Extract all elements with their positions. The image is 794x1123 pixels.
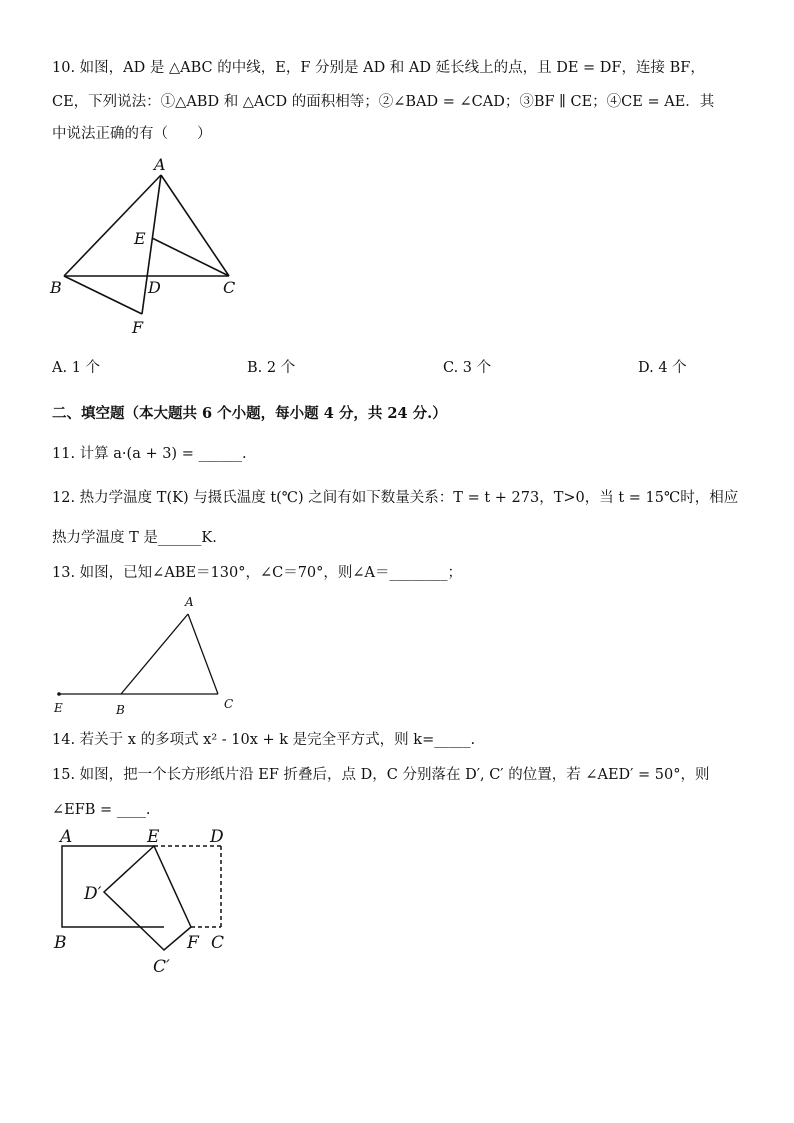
q10-label-f: F <box>132 318 144 337</box>
q10-label-b: B <box>50 278 62 297</box>
q15-label-c-prime: C′ <box>153 957 170 977</box>
q10-segment-ac <box>161 175 229 276</box>
q15-line-1: 15. 如图，把一个长方形纸片沿 EF 折叠后，点 D，C 分别落在 D′, C′ 的位置，若 ∠AED′ = 50°，则 <box>52 767 710 783</box>
q14-text: 14. 若关于 x 的多项式 x² - 10x + k 是完全平方式，则 k=_____. <box>52 732 476 748</box>
q10-option-c: C. 3 个 <box>443 360 492 376</box>
q13-label-e: E <box>54 701 63 715</box>
q13-label-c: C <box>224 697 234 711</box>
q13-label-b: B <box>116 703 125 717</box>
q10-option-a: A. 1 个 <box>52 360 101 376</box>
q12-line-2: 热力学温度 T 是______K. <box>52 530 217 546</box>
q10-segment-ab <box>64 175 161 276</box>
q12-line-1: 12. 热力学温度 T(K) 与摄氏温度 t(℃) 之间有如下数量关系：T = t + 273，T>0，当 t = 15℃时，相应 <box>52 490 739 506</box>
q10-option-b: B. 2 个 <box>247 360 296 376</box>
q10-label-e: E <box>134 229 146 248</box>
q10-option-d: D. 4 个 <box>638 360 687 376</box>
q13-text: 13. 如图，已知∠ABE＝130°，∠C＝70°，则∠A＝________； <box>52 565 463 581</box>
q13-label-a: A <box>185 595 194 609</box>
section-2-title: 二、填空题（本大题共 6 个小题，每小题 4 分，共 24 分.） <box>52 405 447 422</box>
q13-triangle-figure <box>50 590 250 720</box>
q10-segment-ec <box>152 238 229 276</box>
q10-line-1: 10. 如图，AD 是 △ABC 的中线，E，F 分别是 AD 和 AD 延长线上的点，且 DE = DF，连接 BF， <box>52 60 705 76</box>
q15-folded-flap <box>104 846 191 950</box>
q15-line-2: ∠EFB = ____. <box>52 802 151 818</box>
q15-rectangle-left-part <box>62 846 164 927</box>
q15-label-b: B <box>54 933 67 953</box>
q13-segment-ac <box>188 614 218 694</box>
q11-text: 11. 计算 a·(a + 3) = ______. <box>52 446 247 462</box>
q15-label-c: C <box>211 933 225 953</box>
q10-label-c: C <box>223 278 236 297</box>
q15-label-d-prime: D′ <box>84 884 102 904</box>
q10-label-d: D <box>148 278 161 297</box>
q13-segment-ba <box>121 614 188 694</box>
q15-label-f: F <box>187 933 199 953</box>
q15-label-d: D <box>210 827 224 847</box>
q10-triangle-figure <box>40 150 250 345</box>
q10-line-3: 中说法正确的有（ ） <box>52 126 212 142</box>
q10-label-a: A <box>154 155 166 174</box>
q13-point-e <box>57 692 61 696</box>
q10-line-2: CE，下列说法：①△ABD 和 △ACD 的面积相等；②∠BAD = ∠CAD；③BF ∥ CE；④CE = AE．其 <box>52 94 715 110</box>
q15-label-a: A <box>60 827 73 847</box>
q15-folded-rectangle-figure <box>50 822 250 982</box>
q15-label-e: E <box>147 827 160 847</box>
q10-segment-bf <box>64 276 142 314</box>
